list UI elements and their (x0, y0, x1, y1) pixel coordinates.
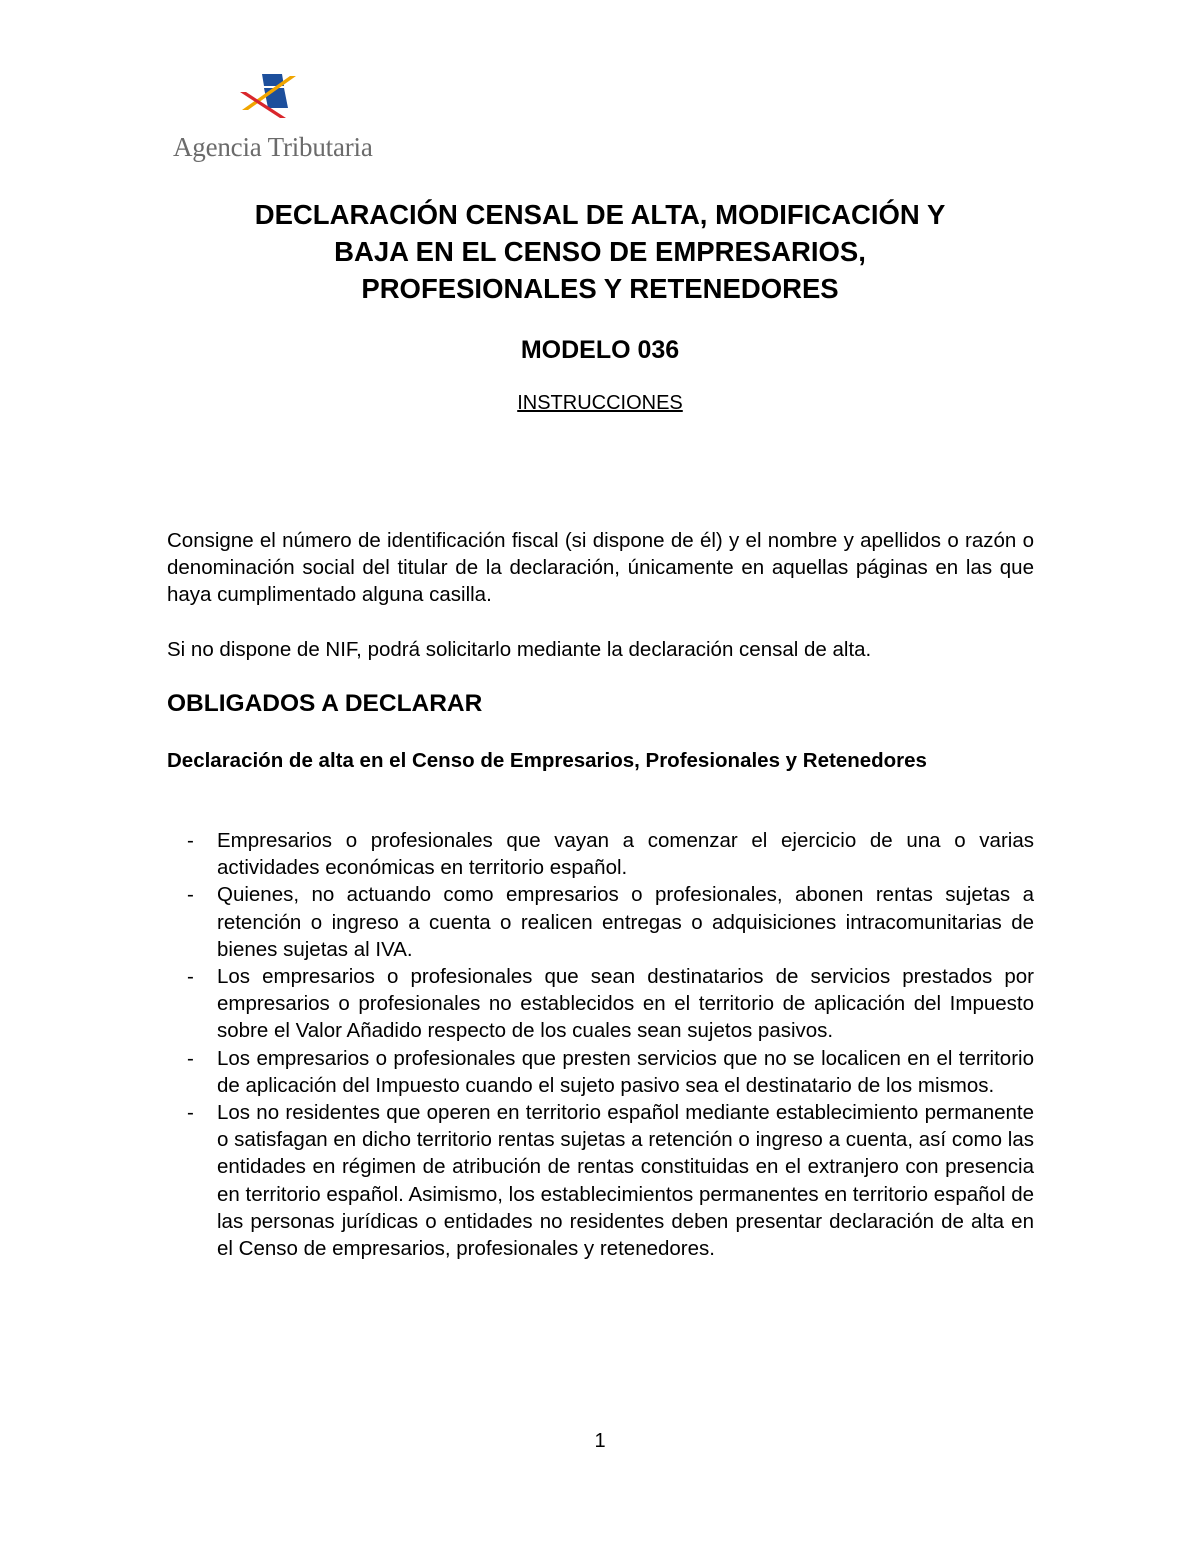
list-item (167, 1099, 1034, 1262)
list-bullet: - (187, 829, 194, 852)
obligados-list (167, 827, 1034, 1262)
logo-blue-shape (264, 88, 288, 108)
logo-text: Agencia Tributaria (173, 132, 373, 162)
instructions-heading: INSTRUCCIONES (517, 392, 683, 414)
list-bullet: - (187, 965, 194, 989)
list-bullet: - (187, 1101, 194, 1125)
subsection-heading: Declaración de alta en el Censo de Empresarios, Profesionales y Retenedores (167, 749, 927, 772)
section-heading: OBLIGADOS A DECLARAR (167, 690, 483, 717)
list-item (167, 827, 1034, 881)
model-number: MODELO 036 (520, 336, 680, 364)
intro-paragraph-2: Si no dispone de NIF, podrá solicitarlo mediante la declaración censal de alta. (167, 638, 872, 661)
list-item (167, 1045, 1034, 1099)
list-item-text: Empresarios o profesionales que vayan a comenzar el ejercicio de una o varias actividades económicas en territorio español. (217, 829, 1034, 880)
list-item-text: Los no residentes que operen en territorio español mediante establecimiento permanente o satisfagan en dicho territorio rentas sujetas a retención o ingreso a cuenta, así como las entidades en régimen de atribución de rentas constituidas en el extranjero con presencia en territorio español. Asimismo, los establecimientos permanentes en territorio español de las personas jurídicas o entidades no residentes deben presentar declaración de alta en el Censo de empresarios, profesionales y retenedores. (217, 1101, 1034, 1261)
title-line-1: DECLARACIÓN CENSAL DE ALTA, MODIFICACIÓN Y (254, 199, 946, 230)
list-item (167, 963, 1034, 1045)
list-item (167, 881, 1034, 963)
title-line-3: PROFESIONALES Y RETENEDORES (361, 273, 839, 304)
agencia-tributaria-logo (168, 70, 388, 170)
intro-paragraph-1: Consigne el número de identificación fiscal (si dispone de él) y el nombre y apellidos o razón o denominación social del titular de la declaración, únicamente en aquellas páginas en las que haya cumplimentado alguna casilla. (167, 529, 1034, 607)
list-bullet: - (187, 883, 194, 907)
page-number: 1 (594, 1430, 606, 1452)
document-title (0, 196, 1200, 307)
list-item-text: Quienes, no actuando como empresarios o profesionales, abonen rentas sujetas a retención o ingreso a cuenta o realicen entregas o adquisiciones intracomunitarias de bienes sujetas al IVA. (217, 883, 1034, 961)
list-item-text: Los empresarios o profesionales que sean destinatarios de servicios prestados por empresarios o profesionales no establecidos en el territorio de aplicación del Impuesto sobre el Valor Añadido respecto de los cuales sean sujetos pasivos. (217, 965, 1034, 1043)
title-line-2: BAJA EN EL CENSO DE EMPRESARIOS, (334, 236, 866, 267)
agencia-tributaria-logo-icon (238, 70, 300, 124)
list-bullet: - (187, 1046, 194, 1070)
list-item-text: Los empresarios o profesionales que presten servicios que no se localicen en el territorio de aplicación del Impuesto cuando el sujeto pasivo sea el destinatario de los mismos. (217, 1046, 1034, 1097)
